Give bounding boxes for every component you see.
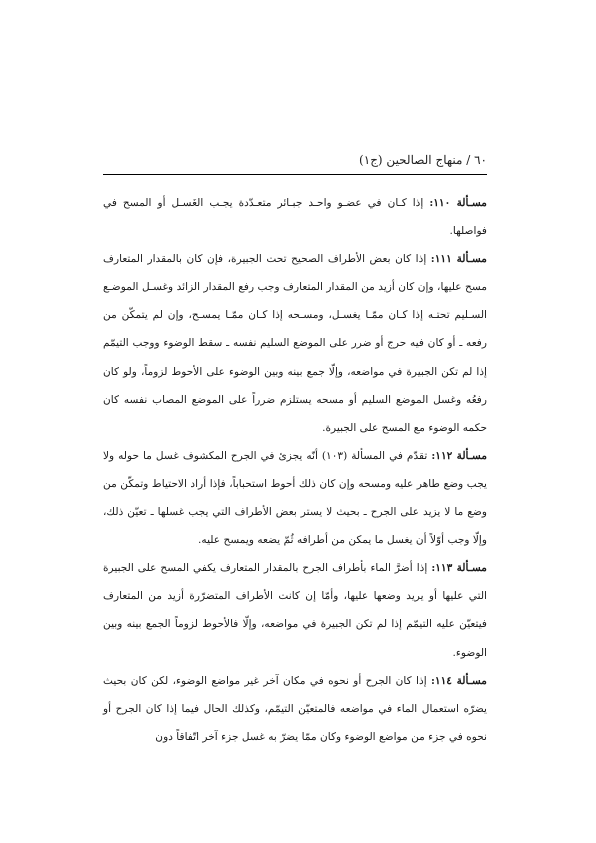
issue-label: مسـألة ١١٣: xyxy=(431,562,487,575)
issue-text: إذا أضرَّ الماء بأطراف الجرح بالمقدار المتعارف يكفي المسح على الجبيرة التي عليها أو يريد وضعها عليها، وأمّا إن كانت الأطراف المتضرّرة أزيد من المتعارف فيتعيّن عليه التيمّم إذا لم تكن الجبيرة في مواضعه، وإلّا فالأحوط لزوماً الجمع بينه وبين الوضوء. xyxy=(103,562,487,659)
issue-paragraph xyxy=(103,245,487,442)
book-page xyxy=(103,150,487,830)
issue-text: إذا كان الجرح أو نحوه في مكان آخر غير مواضع الوضوء، لكن كان بحيث يضرّه استعمال الماء في مواضعه فالمتعيّن التيمّم، وكذلك الحال فيما إذا كان الجرح أو نحوه في جزء من مواضع الوضوء وكان ممّا يضرّ به غسل جزء آخر اتّفاقاً دون xyxy=(103,674,487,743)
issue-text: تقدّم في المسألة (١٠٣) أنّه يجزئ في الجرح المكشوف غسل ما حوله ولا يجب وضع طاهر عليه ومسحه وإن كان ذلك أحوط استحباباً، فإذا أراد الاحتياط وتمكّن من وضع ما لا يزيد على الجرح ـ بحيث لا يستر بعض الأطراف التي يجب غسلها ـ تعيّن ذلك، وإلّا وجب أوّلاً أن يغسل ما يمكن من أطرافه ثُمّ يضعه ويمسح عليه. xyxy=(103,449,487,547)
issue-paragraph xyxy=(103,554,487,666)
issue-paragraph xyxy=(103,442,487,554)
issue-text: إذا كان بعض الأطراف الصحيح تحت الجبيرة، فإن كان بالمقدار المتعارف مسح عليها، وإن كان أزيد من المقدار المتعارف وجب رفع المقدار الزائد وغسـل الموضـع السـليم تحتـه إذا كـان ممّـا يغسـل، ومسـحه إذا كـان ممّـا يمسـح، وإن لم يتمكّن من رفعه ـ أو كان فيه حرج أو ضرر على الموضع السليم نفسه ـ سقط الوضوء ووجب التيمّم إذا لم تكن الجبيرة في مواضعه، وإلّا جمع بينه وبين الوضوء على الأحوط لزوماً، ولو كان رفعُه وغسل الموضع السليم أو مسحه يستلزم ضرراً على الموضع المصاب نفسه كان حكمه الوضوء مع المسح على الجبيرة. xyxy=(103,253,487,434)
running-header: ٦٠ / منهاج الصالحين (ج١) xyxy=(359,153,487,167)
issue-label: مسـألة ١١٤: xyxy=(430,674,487,687)
header-divider xyxy=(103,174,487,175)
issue-paragraph xyxy=(103,667,487,751)
page-body xyxy=(103,189,487,751)
issue-label: مسـألة ١١٠: xyxy=(429,197,487,209)
issue-text: إذا كـان في عضـو واحـد جبـائر متعـدّدة يجـب الغَسـل أو المسح في فواصلها. xyxy=(103,197,487,238)
issue-label: مسـألة ١١١: xyxy=(430,253,487,266)
issue-paragraph xyxy=(103,189,487,245)
issue-label: مسـألة ١١٢: xyxy=(431,449,488,462)
